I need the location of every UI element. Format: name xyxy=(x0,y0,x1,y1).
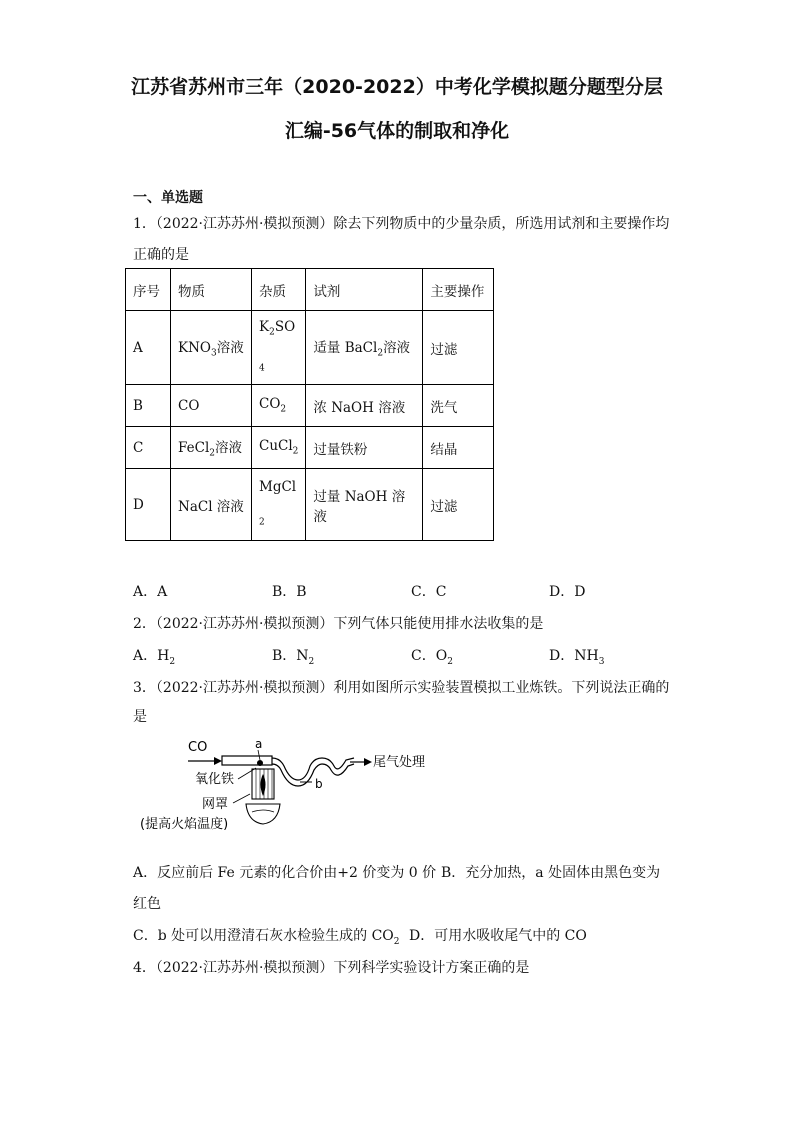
ironmaking-apparatus-diagram xyxy=(138,736,438,836)
impurity-cell: $K_2SO$ $_4$ xyxy=(252,311,306,385)
q3-option-c[interactable]: C．b 处可以用澄清石灰水检验生成的 $CO_2$ xyxy=(133,928,400,947)
inlet-arrow-head xyxy=(214,757,222,765)
row-id: A xyxy=(126,311,171,385)
table-header-row xyxy=(126,269,494,311)
q2-option-a[interactable]: A．$H_2$ xyxy=(133,648,176,667)
q2-stem: 2．（2022·江苏苏州·模拟预测）下列气体只能使用排水法收集的是 xyxy=(133,616,544,632)
iron-oxide-label: 氧化铁 xyxy=(195,772,235,787)
substance-cell: NaCl 溶液 xyxy=(171,469,252,541)
q3-option-b-cont: 红色 xyxy=(133,896,161,912)
operation-cell: 洗气 xyxy=(423,385,494,427)
header-cell: 试剂 xyxy=(306,269,423,311)
point-a-pointer xyxy=(258,750,260,760)
q3-stem-line2: 是 xyxy=(133,709,147,725)
reagent-cell: 浓 NaOH 溶液 xyxy=(306,385,423,427)
q3-option-b[interactable]: B．充分加热，a 处固体由黑色变为 xyxy=(441,865,661,881)
header-cell: 杂质 xyxy=(252,269,306,311)
point-b-label: b xyxy=(315,777,323,791)
reagent-cell: 过量铁粉 xyxy=(306,427,423,469)
q3-option-d[interactable]: D．可用水吸收尾气中的 CO xyxy=(409,928,587,944)
co-label: CO xyxy=(188,740,208,755)
section-heading: 一、单选题 xyxy=(133,190,203,206)
table-row xyxy=(126,427,494,469)
table-row xyxy=(126,385,494,427)
document-title-line1: 江苏省苏州市三年（2020-2022）中考化学模拟题分题型分层 xyxy=(131,76,663,98)
q2-option-c[interactable]: C．$O_2$ xyxy=(411,648,453,667)
operation-cell: 过滤 xyxy=(423,311,494,385)
glass-tube xyxy=(222,756,272,765)
q2-option-b[interactable]: B．$N_2$ xyxy=(272,648,315,667)
q4-stem: 4．（2022·江苏苏州·模拟预测）下列科学实验设计方案正确的是 xyxy=(133,960,530,976)
q1-table xyxy=(125,268,494,541)
iron-oxide-pointer xyxy=(238,768,256,779)
q1-option-c[interactable]: C．C xyxy=(411,584,447,600)
operation-cell: 过滤 xyxy=(423,469,494,541)
mesh-label: 网罩 xyxy=(202,797,229,812)
alcohol-lamp xyxy=(246,804,280,824)
q1-stem-line2: 正确的是 xyxy=(133,247,189,263)
q3-stem-line1: 3．（2022·江苏苏州·模拟预测）利用如图所示实验装置模拟工业炼铁。下列说法正确的 xyxy=(133,680,670,696)
iron-oxide-sample xyxy=(257,760,263,766)
reagent-cell: 适量 BaCl$_2$溶液 xyxy=(306,311,423,385)
impurity-cell: CuCl$_2$ xyxy=(252,427,306,469)
mesh-pointer xyxy=(233,794,250,803)
row-id: B xyxy=(126,385,171,427)
document-title-line2: 汇编-56气体的制取和净化 xyxy=(284,120,510,142)
point-a-label: a xyxy=(255,737,263,751)
header-cell: 物质 xyxy=(171,269,252,311)
substance-cell: FeCl$_2$溶液 xyxy=(171,427,252,469)
substance-cell: CO xyxy=(171,385,252,427)
reagent-cell: 过量 NaOH 溶液 xyxy=(306,469,423,541)
table-row xyxy=(126,311,494,385)
q1-option-a[interactable]: A．A xyxy=(133,584,168,600)
outlet-arrow-head xyxy=(364,758,372,766)
row-id: C xyxy=(126,427,171,469)
mesh-note-label: (提高火焰温度) xyxy=(140,817,229,832)
flame xyxy=(261,774,266,796)
operation-cell: 结晶 xyxy=(423,427,494,469)
table-row xyxy=(126,469,494,541)
q1-option-d[interactable]: D．D xyxy=(549,584,586,600)
header-cell: 序号 xyxy=(126,269,171,311)
q1-stem-line1: 1．（2022·江苏苏州·模拟预测）除去下列物质中的少量杂质，所选用试剂和主要操作均 xyxy=(133,216,670,232)
q1-option-b[interactable]: B．B xyxy=(272,584,307,600)
header-cell: 主要操作 xyxy=(423,269,494,311)
impurity-cell: $CO_2$ xyxy=(252,385,306,427)
q2-option-d[interactable]: D．$NH_3$ xyxy=(549,648,605,667)
row-id: D xyxy=(126,469,171,541)
lamp-liquid xyxy=(252,810,274,812)
exhaust-label: 尾气处理 xyxy=(373,755,426,770)
substance-cell: $KNO_3$溶液 xyxy=(171,311,252,385)
impurity-cell: MgCl $_2$ xyxy=(252,469,306,541)
q3-option-a[interactable]: A．反应前后 Fe 元素的化合价由+2 价变为 0 价 xyxy=(133,865,437,881)
